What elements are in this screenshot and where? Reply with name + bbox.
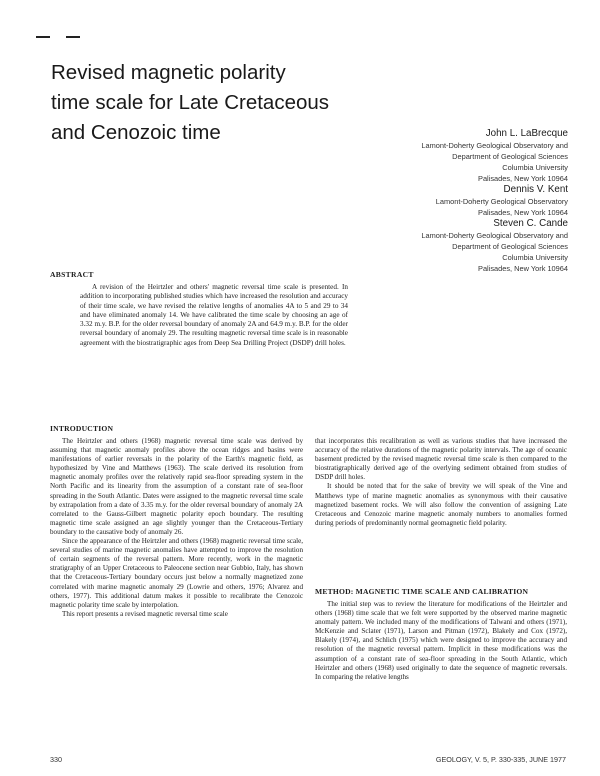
- right-column-method: [315, 600, 567, 682]
- author-name: Dennis V. Kent: [503, 184, 568, 195]
- body-paragraph: It should be noted that for the sake of brevity we will speak of the Vine and Matthews type of marine magnetic anomalies as synonymous with their causative magnetized basement rocks. We will also follow the convention of assigning Late Cretaceous and Cenozoic marine magnetic anomaly numbers to anomalies formed during periods of predominantly normal geomagnetic field polarity.: [315, 482, 567, 527]
- title-line: Revised magnetic polarity: [51, 61, 286, 84]
- author-affiliation: Department of Geological Sciences: [452, 152, 568, 161]
- intro-paragraph: Since the appearance of the Heirtzler and others (1968) magnetic reversal time scale, several studies of marine magnetic anomalies have attempted to improve the resolution of certain segments of the reversal pattern. More recently, work in the magnetic stratigraphy of an Upper Cretaceous to Paleocene section near Gubbio, Italy, has shown that the Cretaceous-Tertiary boundary occurs just below a normally magnetized zone correlated with marine magnetic anomaly 29 (Lowrie and others, 1976; Alvarez and others, 1977). This additional datum makes it possible to recalibrate the Cenozoic magnetic polarity time scale by interpolation.: [50, 537, 303, 609]
- top-rule-mid: [66, 36, 80, 38]
- author-affiliation: Lamont-Doherty Geological Observatory: [435, 197, 568, 206]
- method-heading: METHOD: MAGNETIC TIME SCALE AND CALIBRATION: [315, 587, 529, 596]
- author-affiliation: Columbia University: [502, 163, 568, 172]
- author-affiliation: Columbia University: [502, 253, 568, 262]
- author-affiliation: Lamont-Doherty Geological Observatory and: [421, 141, 568, 150]
- abstract-text: A revision of the Heirtzler and others' magnetic reversal time scale is presented. In addition to incorporating published studies which have increased the resolution and accuracy of their time scale, we have revised the relative lengths of anomalies 4A to 5 and 29 to 34 and have eliminated anomaly 14. We have calibrated the time scale by choosing an age of 3.32 m.y. B.P. for the older reversal boundary of anomaly 2A and 64.9 m.y. B.P. for the older reversal boundary of anomaly 29. The resulting magnetic reversal time scale is in reasonable agreement with the biostratigraphic ages from Deep Sea Drilling Project (DSDP) drill holes.: [80, 283, 348, 347]
- right-column-top: [315, 437, 567, 528]
- journal-citation: GEOLOGY, V. 5, P. 330-335, JUNE 1977: [435, 755, 566, 764]
- abstract-heading: ABSTRACT: [50, 270, 94, 279]
- introduction-heading: INTRODUCTION: [50, 424, 114, 433]
- author-block: [308, 128, 568, 274]
- page-number: 330: [50, 755, 62, 764]
- author-affiliation: Palisades, New York 10964: [478, 264, 568, 273]
- method-paragraph: The initial step was to review the literature for modifications of the Heirtzler and others (1968) time scale that we felt were supported by the observed marine magnetic anomaly pattern. We included many of the modifications of Talwani and others (1971), McKenzie and Sclater (1971), Larson and Pitman (1972), Blakely and Cox (1972), Blakely (1974), and Schlich (1975) which were designed to improve the accuracy and resolution of the magnetic reversal pattern. Implicit in these modifications was the assumption of a constant rate of sea-floor spreading in the South Atlantic, which Heirtzler and others (1968) used originally to date the sequence of magnetic reversals. In comparing the relative lengths: [315, 600, 567, 681]
- author-affiliation: Lamont-Doherty Geological Observatory and: [421, 231, 568, 240]
- top-rule-left: [36, 36, 50, 38]
- paper-title: [51, 58, 329, 148]
- intro-paragraph: The Heirtzler and others (1968) magnetic reversal time scale was derived by assuming that magnetic anomaly profiles above the ocean ridges and basins were manifestations of earlier reversals in the polarity of the Earth's magnetic field, as hypothesized by Vine and Matthews (1963). The scale derived its resolution from magnetic anomaly profiles over the relatively rapid sea-floor spreading system in the North Pacific and its linearity from the assumption of a constant rate of sea-floor spreading in the South Atlantic. Dates were assigned to the magnetic reversal time scale by extrapolation from a date of 3.35 m.y. for the older reversal boundary of anomaly 2A correlated to the Gauss-Gilbert magnetic polarity epoch boundary. The resulting magnetic time scale assigned an age slightly younger than the Cretaceous-Tertiary boundary to the causative body of anomaly 26.: [50, 437, 303, 536]
- title-line: time scale for Late Cretaceous: [51, 91, 330, 114]
- author-affiliation: Department of Geological Sciences: [452, 242, 568, 251]
- author-affiliation: Palisades, New York 10964: [478, 174, 568, 183]
- author-name: Steven C. Cande: [493, 218, 568, 229]
- author-affiliation: Palisades, New York 10964: [478, 208, 568, 217]
- author-name: John L. LaBrecque: [485, 128, 568, 139]
- body-paragraph: that incorporates this recalibration as well as various studies that have increased the accuracy of the relative durations of the magnetic polarity intervals. The age of oceanic basement predicted by the revised magnetic reversal time scale is then compared to the biostratigraphically derived age of the overlying sediment obtained from studies of DSDP drill holes.: [315, 437, 567, 482]
- title-line: and Cenozoic time: [51, 121, 221, 144]
- left-column: [50, 437, 303, 619]
- intro-paragraph: This report presents a revised magnetic reversal time scale: [62, 609, 228, 618]
